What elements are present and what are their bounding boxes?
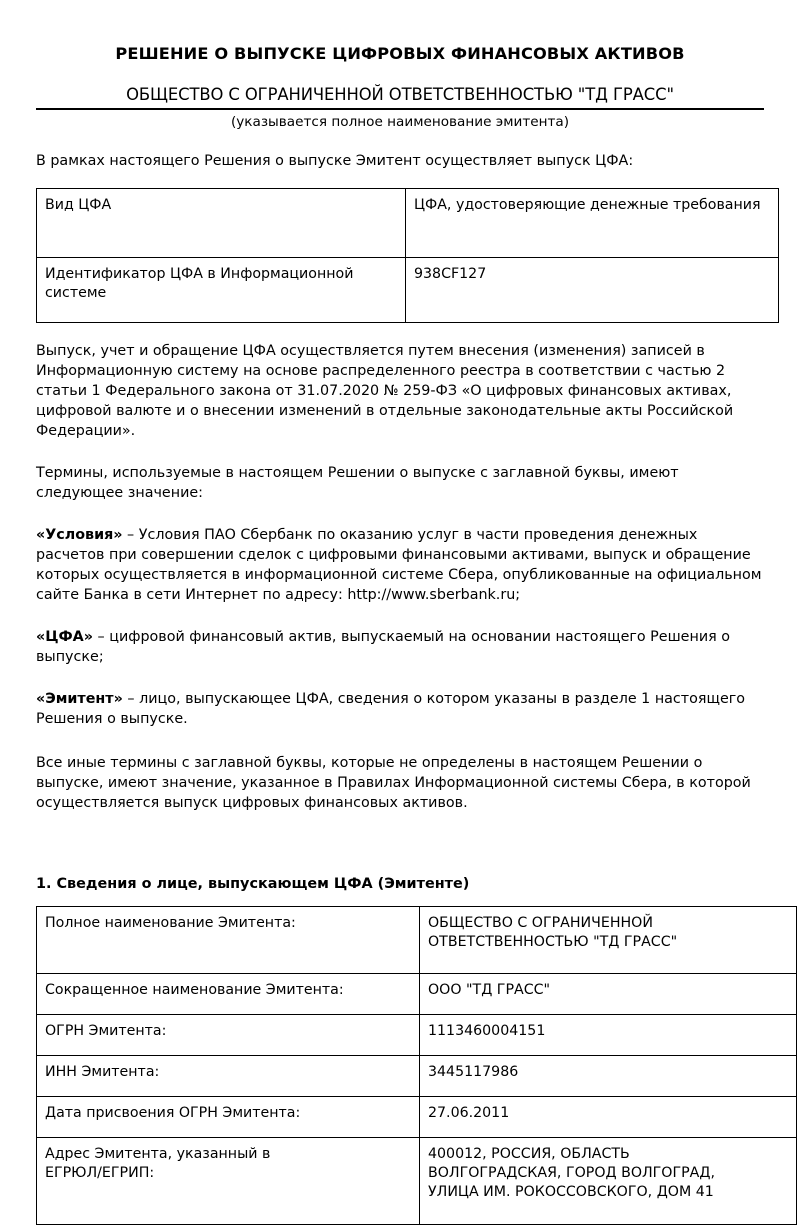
definition-dash: – (122, 691, 140, 708)
definition-term: «Эмитент» (36, 691, 123, 708)
spacer (36, 323, 764, 341)
value-line: 27.06.2011 (428, 1105, 510, 1122)
closing-paragraph: Все иные термины с заглавной буквы, которые не определены в настоящем Решении о выпуске, имеют значение, указанное в Правилах Информационной системы Сбера, в которой осуществляется выпуск цифровых финансовых активов. (36, 755, 751, 812)
value-line: 400012, РОССИЯ, ОБЛАСТЬ (428, 1146, 630, 1163)
issuer-ogrn-date-value (420, 1097, 797, 1138)
issuer-name-caption: (указывается полное наименование эмитента) (230, 114, 570, 131)
table-row (37, 1097, 797, 1138)
definition-dash: – (122, 527, 139, 544)
label-line: Адрес Эмитента, указанный в (45, 1146, 271, 1163)
issuer-ogrn-date-label: Дата присвоения ОГРН Эмитента: (37, 1097, 420, 1138)
spacer (36, 503, 764, 525)
table-row (37, 1015, 797, 1056)
issuer-inn-label: ИНН Эмитента: (37, 1056, 420, 1097)
cfa-identifier-label: Идентификатор ЦФА в Информационной системе (37, 258, 406, 323)
definition-text: Условия ПАО Сбербанк по оказанию услуг в части проведения денежных расчетов при совершении сделок с цифровыми финансовыми активами, выпуск и обращение которых осуществляется в информационной системе Сбера, опубликованные на официальном сайте Банка в сети Интернет по адресу: http://www.sberbank.ru; (36, 527, 762, 604)
issuer-short-name-label: Сокращенное наименование Эмитента: (37, 974, 420, 1015)
table-row (37, 1138, 797, 1225)
value-line: 3445117986 (428, 1064, 519, 1081)
definition-text: лицо, выпускающее ЦФА, сведения о котором указаны в разделе 1 настоящего Решения о выпуске. (36, 691, 745, 728)
spacer (36, 813, 764, 875)
issuer-full-name-label: Полное наименование Эмитента: (37, 907, 420, 974)
section-1-heading: 1. Сведения о лице, выпускающем ЦФА (Эмитенте) (36, 876, 470, 893)
definition-cfa (36, 627, 764, 667)
issuer-details-table (36, 906, 797, 1225)
table-row (37, 1056, 797, 1097)
label-line: ЕГРЮЛ/ЕГРИП: (45, 1164, 155, 1181)
definition-emitent (36, 689, 764, 729)
issuer-address-value (420, 1138, 797, 1225)
issuer-address-label (37, 1138, 420, 1225)
issuer-full-name: ОБЩЕСТВО С ОГРАНИЧЕННОЙ ОТВЕТСТВЕННОСТЬЮ "ТД ГРАСС" (126, 85, 674, 105)
intro-paragraph: В рамках настоящего Решения о выпуске Эмитент осуществляет выпуск ЦФА: (36, 153, 634, 170)
spacer (36, 131, 764, 151)
definition-usloviya (36, 525, 764, 605)
cfa-identifier-value: 938CF127 (406, 258, 779, 323)
issuer-name-block (36, 85, 764, 110)
value-line: ВОЛГОГРАДСКАЯ, ГОРОД ВОЛГОГРАД, (428, 1164, 715, 1181)
value-line: УЛИЦА ИМ. РОКОССОВСКОГО, ДОМ 41 (428, 1183, 714, 1200)
spacer (36, 605, 764, 627)
issuer-ogrn-label: ОГРН Эмитента: (37, 1015, 420, 1056)
definition-dash: – (92, 629, 110, 646)
table-row (37, 907, 797, 974)
table-row (37, 974, 797, 1015)
definition-text: цифровой финансовый актив, выпускаемый на основании настоящего Решения о выпуске; (36, 629, 731, 666)
cfa-details-table (36, 188, 779, 323)
terms-intro-paragraph: Термины, используемые в настоящем Решении о выпуске с заглавной буквы, имеют следующее значение: (36, 465, 679, 502)
spacer (36, 667, 764, 689)
value-line: ООО "ТД ГРАСС" (428, 982, 551, 999)
value-line: ОБЩЕСТВО С ОГРАНИЧЕННОЙ (428, 915, 653, 932)
spacer (36, 729, 764, 753)
cfa-type-label: Вид ЦФА (37, 189, 406, 258)
value-line: 1113460004151 (428, 1023, 546, 1040)
issuer-short-name-value (420, 974, 797, 1015)
page-title: РЕШЕНИЕ О ВЫПУСКЕ ЦИФРОВЫХ ФИНАНСОВЫХ АКТИВОВ (115, 44, 685, 63)
table-row (37, 258, 779, 323)
law-reference-paragraph: Выпуск, учет и обращение ЦФА осуществляется путем внесения (изменения) записей в Информационную систему на основе распределенного реестра в соответствии с частью 2 статьи 1 Федерального закона от 31.07.2020 № 259-ФЗ «О цифровых финансовых активах, цифровой валюте и о внесении изменений в отдельные законодательные акты Российской Федерации». (36, 343, 734, 440)
cfa-type-value: ЦФА, удостоверяющие денежные требования (406, 189, 779, 258)
issuer-ogrn-value (420, 1015, 797, 1056)
definition-term: «Условия» (36, 527, 123, 544)
table-row (37, 189, 779, 258)
spacer (36, 441, 764, 463)
value-line: ОТВЕТСТВЕННОСТЬЮ "ТД ГРАСС" (428, 933, 678, 950)
issuer-inn-value (420, 1056, 797, 1097)
definition-term: «ЦФА» (36, 629, 93, 646)
issuer-full-name-value (420, 907, 797, 974)
